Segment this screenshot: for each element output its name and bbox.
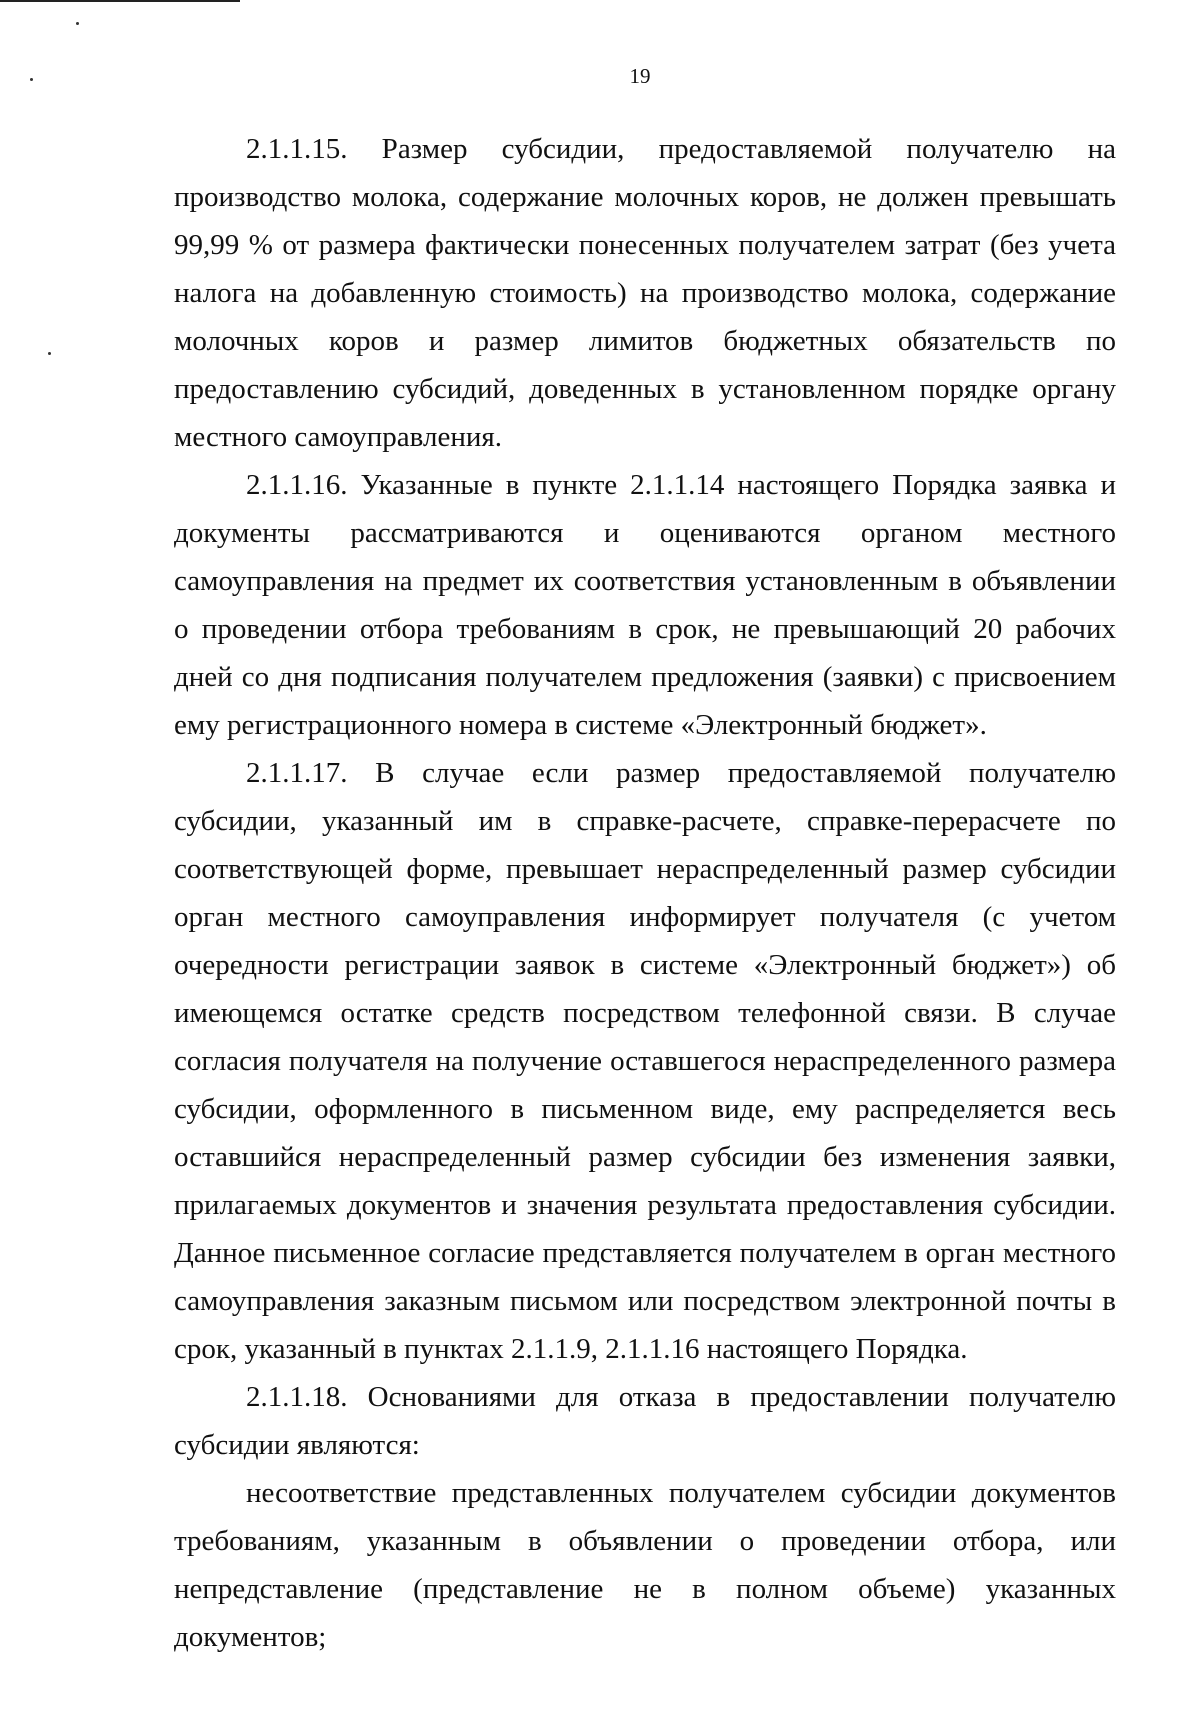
paragraph-2-1-1-17: 2.1.1.17. В случае если размер предоставляемой получателю субсидии, указанный им в справке-расчете, справке-перерасчете по соответствующей форме, превышает нераспределенный размер субсидии орган местного самоуправления информирует получателя (с учетом очередности регистрации заявок в системе «Электронный бюджет») об имеющемся остатке средств посредством телефонной связи. В случае согласия получателя на получение оставшегося нераспределенного размера субсидии, оформленного в письменном виде, ему распределяется весь оставшийся нераспределенный размер субсидии без изменения заявки, прилагаемых документов и значения результата предоставления субсидии. Данное письменное согласие представляется получателем в орган местного самоуправления заказным письмом или посредством электронной почты в срок, указанный в пунктах 2.1.1.9, 2.1.1.16 настоящего Порядка. <box>174 757 1116 1365</box>
scan-speck <box>48 352 51 355</box>
scan-speck <box>76 22 79 25</box>
paragraph-2-1-1-18: 2.1.1.18. Основаниями для отказа в предоставлении получателю субсидии являются: <box>174 1381 1116 1461</box>
page-number: 19 <box>629 64 651 88</box>
paragraph-2-1-1-15: 2.1.1.15. Размер субсидии, предоставляемой получателю на производство молока, содержание молочных коров, не должен превышать 99,99 % от размера фактически понесенных получателем затрат (без учета налога на добавленную стоимость) на производство молока, содержание молочных коров и размер лимитов бюджетных обязательств по предоставлению субсидий, доведенных в установленном порядке органу местного самоуправления. <box>174 133 1116 453</box>
paragraph-refusal-ground: несоответствие представленных получателем субсидии документов требованиям, указанным в объявлении о проведении отбора, или непредставление (представление не в полном объеме) указанных документов; <box>174 1477 1116 1653</box>
document-body <box>174 125 1116 1661</box>
paragraph-2-1-1-16: 2.1.1.16. Указанные в пункте 2.1.1.14 настоящего Порядка заявка и документы рассматриваются и оцениваются органом местного самоуправления на предмет их соответствия установленным в объявлении о проведении отбора требованиям в срок, не превышающий 20 рабочих дней со дня подписания получателем предложения (заявки) с присвоением ему регистрационного номера в системе «Электронный бюджет». <box>174 469 1116 741</box>
scan-edge <box>0 0 240 2</box>
